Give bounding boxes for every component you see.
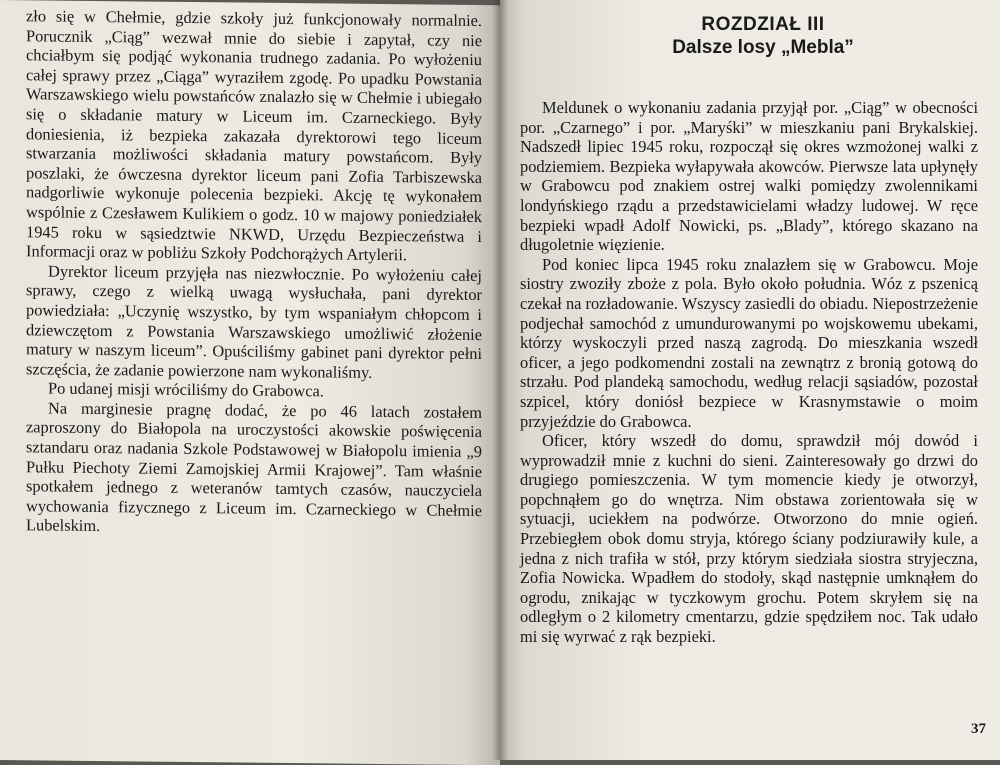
left-paragraph-2: Dyrektor liceum przyjęła nas niezwłocznie. Po wyłożeniu całej sprawy, czego z wielką uwagą wysłuchała, pani dyrektor powiedziała: „Uczynię wszystko, by tym wspaniałym chłopcom i dziewczętom z Powstania Warszawskiego umożliwić złożenie matury w naszym liceum”. Opuściliśmy gabinet pani dyrektor pełni szczęścia, że zadanie powierzone nam wykonaliśmy. <box>26 261 482 382</box>
right-paragraph-1: Meldunek o wykonaniu zadania przyjął por. „Ciąg” w obecności por. „Czarnego” i por. „Maryśki” w mieszkaniu pani Brykalskiej. Nadszedł lipiec 1945 roku, rozpoczął się okres wzmożonej walki z podziemiem. Bezpieka wyłapywała akowców. Pierwsze lata upłynęły w Grabowcu pod znakiem ostrej walki pomiędzy zwolennikami londyńskiego rządu a przedstawicielami władzy ludowej. W ręce bezpieki wpadł Adolf Nowicki, ps. „Blady”, którego skazano na długoletnie więzienie. <box>520 98 978 255</box>
left-paragraph-4: Na marginesie pragnę dodać, że po 46 latach zostałem zaproszony do Białopola na uroczystości akowskie poświęcenia sztandaru oraz nadania Szkole Podstawowej w Białopolu imienia „9 Pułku Piechoty Ziemi Zamojskiej Armii Krajowej”. Tam właśnie spotkałem jednego z weteranów tamtych czasów, nauczyciela wychowania fizycznego z Liceum im. Czarneckiego w Chełmie Lubelskim. <box>26 398 482 536</box>
left-paragraph-3: Po udanej misji wróciliśmy do Grabowca. <box>48 378 324 401</box>
page-number: 37 <box>971 721 986 737</box>
book-gutter <box>492 0 508 760</box>
chapter-title: ROZDZIAŁ III <box>701 14 825 35</box>
right-paragraph-3: Oficer, który wszedł do domu, sprawdził mój dowód i wyprowadził mnie z kuchni do sieni. Zainteresowały go drzwi do drugiego pomieszczenia. W tym momencie kiedy je otworzył, popchnąłem go do wnętrza. Nim obstawa zorientowała się w sytuacji, uciekłem na podwórze. Otworzono do mnie ogień. Przebiegłem obok domu stryja, którego ściany podziurawiły kule, a jedna z nich trafiła w stół, przy którym siedziała siostra stryjeczna, Zofia Nowicka. Wpadłem do stodoły, skąd następnie umknąłem do ogrodu, znikając w tyczkowym grochu. Potem skryłem się na odległym o 2 kilometry cmentarzu, gdzie spędziłem noc. Tak udało mi się wyrwać z rąk bezpieki. <box>520 431 978 647</box>
right-page <box>500 0 1000 760</box>
chapter-subtitle: Dalsze losy „Mebla” <box>672 37 854 58</box>
right-paragraph-2: Pod koniec lipca 1945 roku znalazłem się w Grabowcu. Moje siostry zwoziły zboże z pola. Było około południa. Wóz z pszenicą czekał na rozładowanie. Wszyscy zasiedli do obiadu. Niepostrzeżenie podjechał samochód z umundurowanymi po wojskowemu ubekami, którzy wyskoczyli przed naszą zagrodą. Do mieszkania wszedł oficer, a jego podkomendni zostali na zewnątrz z bronią gotową do strzału. Pod plandeką samochodu, według relacji sąsiadów, pozostał szpicel, który doniósł bezpiece w Krasnymstawie o moim przyjeździe do Grabowca. <box>520 254 978 431</box>
chapter-header <box>520 14 978 60</box>
left-paragraph-1: zło się w Chełmie, gdzie szkoły już funkcjonowały normalnie. Porucznik „Ciąg” wezwał mnie do siebie i zapytał, czy nie chciałbym się podjąć wykonania trudnego zadania. Po wyłożeniu całej sprawy przez „Ciąga” wyraziłem zgodę. Po upadku Powstania Warszawskiego wielu powstańców znalazło się w Chełmie i ubiegało się o składanie matury w Liceum im. Czarneckiego. Były doniesienia, iż bezpieka zakazała dyrektorowi tego liceum stwarzania możliwości składania matury powstańcom. Były poszlaki, że ówczesna dyrektor liceum pani Zofia Tarbiszewska nadgorliwie wykonuje polecenia bezpieki. Akcję tę wykonałem wspólnie z Czesławem Kulikiem o godz. 10 w majowy poniedziałek 1945 roku w sąsiedztwie NKWD, Urzędu Bezpieczeństwa i Informacji oraz w pobliżu Szkoły Podchorążych Artylerii. <box>26 6 482 265</box>
